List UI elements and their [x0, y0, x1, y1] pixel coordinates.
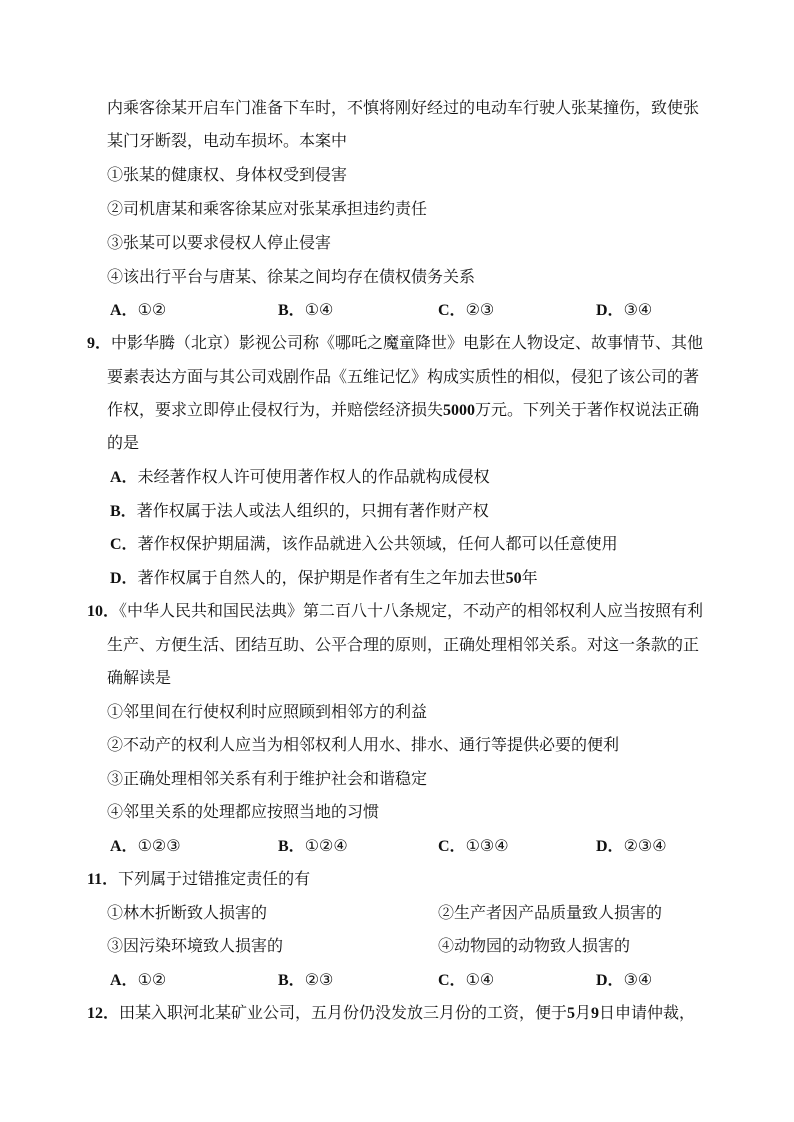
q8-item-2: ②司机唐某和乘客徐某应对张某承担违约责任	[107, 199, 428, 218]
option-text: ③④	[623, 970, 653, 989]
option-letter: B．	[278, 972, 305, 989]
option-text: 未经著作权人许可使用著作权人的作品就构成侵权	[137, 467, 490, 486]
option-letter: D．	[596, 972, 624, 989]
option-text: ①②	[137, 970, 167, 989]
q11-option-b[interactable]	[278, 969, 333, 991]
q12-stem-line-1	[87, 1002, 695, 1024]
q10-option-d[interactable]	[596, 835, 667, 857]
q9-stem-text-1: 中影华腾（北京）影视公司称《哪吒之魔童降世》电影在人物设定、故事情节、其他	[111, 333, 704, 352]
q12-stem-text-b: 月	[575, 1003, 592, 1022]
q11-item-2: ②生产者因产品质量致人损害的	[438, 903, 663, 922]
q10-option-a[interactable]	[110, 835, 181, 857]
q10-item-1: ①邻里间在行使权利时应照顾到相邻方的利益	[107, 702, 428, 721]
question-number: 10．	[87, 603, 120, 620]
option-text: ①④	[465, 970, 495, 989]
q11-stem	[87, 868, 310, 890]
option-letter: B．	[110, 503, 137, 520]
q10-option-c[interactable]	[438, 835, 509, 857]
q9-stem-line-1	[87, 332, 703, 354]
q11-item-3: ③因污染环境致人损害的	[107, 936, 284, 955]
question-number: 9．	[87, 335, 112, 352]
option-text: 著作权属于法人或法人组织的，只拥有著作财产权	[136, 501, 489, 520]
q10-stem-line-2: 生产、方便生活、团结互助、公平合理的原则，正确处理相邻关系。对这一条款的正	[107, 635, 700, 654]
option-text: ③④	[623, 300, 653, 319]
option-text: ①②	[137, 300, 167, 319]
q12-day: 9	[591, 1005, 600, 1022]
q12-stem-text-c: 日申请仲裁，	[599, 1003, 696, 1022]
q9-option-c[interactable]	[110, 533, 618, 555]
option-letter: B．	[278, 838, 305, 855]
q12-stem-text-a: 田某入职河北某矿业公司，五月份仍没发放三月份的工资，便于	[119, 1003, 568, 1022]
q9-stem-text-3a: 作权，要求立即停止侵权行为，并赔偿经济损失	[107, 400, 444, 419]
option-letter: C．	[110, 536, 138, 553]
q8-option-d[interactable]	[596, 299, 652, 321]
q9-option-a[interactable]	[110, 466, 490, 488]
option-letter: C．	[438, 972, 466, 989]
q9-option-b[interactable]	[110, 500, 489, 522]
q11-option-c[interactable]	[438, 969, 494, 991]
option-text: ①③④	[465, 836, 509, 855]
q8-item-1: ①张某的健康权、身体权受到侵害	[107, 165, 348, 184]
q11-item-4: ④动物园的动物致人损害的	[438, 936, 631, 955]
option-letter: B．	[278, 302, 305, 319]
option-text: ②③	[304, 970, 334, 989]
q9-stem-line-2: 要素表达方面与其公司戏剧作品《五维记忆》构成实质性的相似，侵犯了该公司的著	[107, 367, 700, 386]
option-letter: C．	[438, 302, 466, 319]
option-letter: A．	[110, 302, 138, 319]
option-letter: C．	[438, 838, 466, 855]
option-letter: A．	[110, 838, 138, 855]
q10-stem-text-1: 《中华人民共和国民法典》第二百八十八条规定，不动产的相邻权利人应当按照有利	[119, 601, 704, 620]
q11-option-d[interactable]	[596, 969, 652, 991]
option-text: 著作权保护期届满，该作品就进入公共领域，任何人都可以任意使用	[137, 534, 618, 553]
option-text: ①②③	[137, 836, 181, 855]
q10-stem-line-1	[87, 600, 703, 622]
question-number: 12．	[87, 1005, 120, 1022]
q8-option-c[interactable]	[438, 299, 494, 321]
q8-item-3: ③张某可以要求侵权人停止侵害	[107, 233, 332, 252]
option-text: ②③	[465, 300, 495, 319]
q8-option-b[interactable]	[278, 299, 333, 321]
q10-stem-line-3: 确解读是	[107, 668, 172, 687]
q9-stem-line-3	[107, 399, 699, 421]
option-text: ①④	[304, 300, 334, 319]
option-letter: D．	[596, 838, 624, 855]
option-letter: A．	[110, 469, 138, 486]
q11-stem-text: 下列属于过错推定责任的有	[118, 869, 311, 888]
q9-option-d[interactable]	[110, 567, 538, 589]
q8-stem-line-1: 内乘客徐某开启车门准备下车时，不慎将刚好经过的电动车行驶人张某撞伤，致使张	[107, 98, 700, 117]
q8-item-4: ④该出行平台与唐某、徐某之间均存在债权债务关系	[107, 267, 476, 286]
q10-option-b[interactable]	[278, 835, 348, 857]
q9-stem-text-3b: 万元。下列关于著作权说法正确	[475, 400, 700, 419]
option-text: ①②④	[304, 836, 348, 855]
q10-item-4: ④邻里关系的处理都应按照当地的习惯	[107, 802, 380, 821]
q8-option-a[interactable]	[110, 299, 166, 321]
option-letter: D．	[596, 302, 624, 319]
question-number: 11．	[87, 871, 119, 888]
q8-stem-line-2: 某门牙断裂，电动车损坏。本案中	[107, 131, 348, 150]
q9-amount: 5000	[443, 402, 476, 419]
option-letter: D．	[110, 570, 138, 587]
q11-option-a[interactable]	[110, 969, 166, 991]
option-text-end: 年	[521, 568, 538, 587]
q11-item-1: ①林木折断致人损害的	[107, 903, 268, 922]
q12-month: 5	[567, 1005, 576, 1022]
option-number: 50	[505, 570, 522, 587]
q10-item-2: ②不动产的权利人应当为相邻权利人用水、排水、通行等提供必要的便利	[107, 735, 620, 754]
q9-stem-line-4: 的是	[107, 433, 140, 452]
q10-item-3: ③正确处理相邻关系有利于维护社会和谐稳定	[107, 769, 428, 788]
option-text: ②③④	[623, 836, 667, 855]
option-text: 著作权属于自然人的，保护期是作者有生之年加去世	[137, 568, 506, 587]
option-letter: A．	[110, 972, 138, 989]
